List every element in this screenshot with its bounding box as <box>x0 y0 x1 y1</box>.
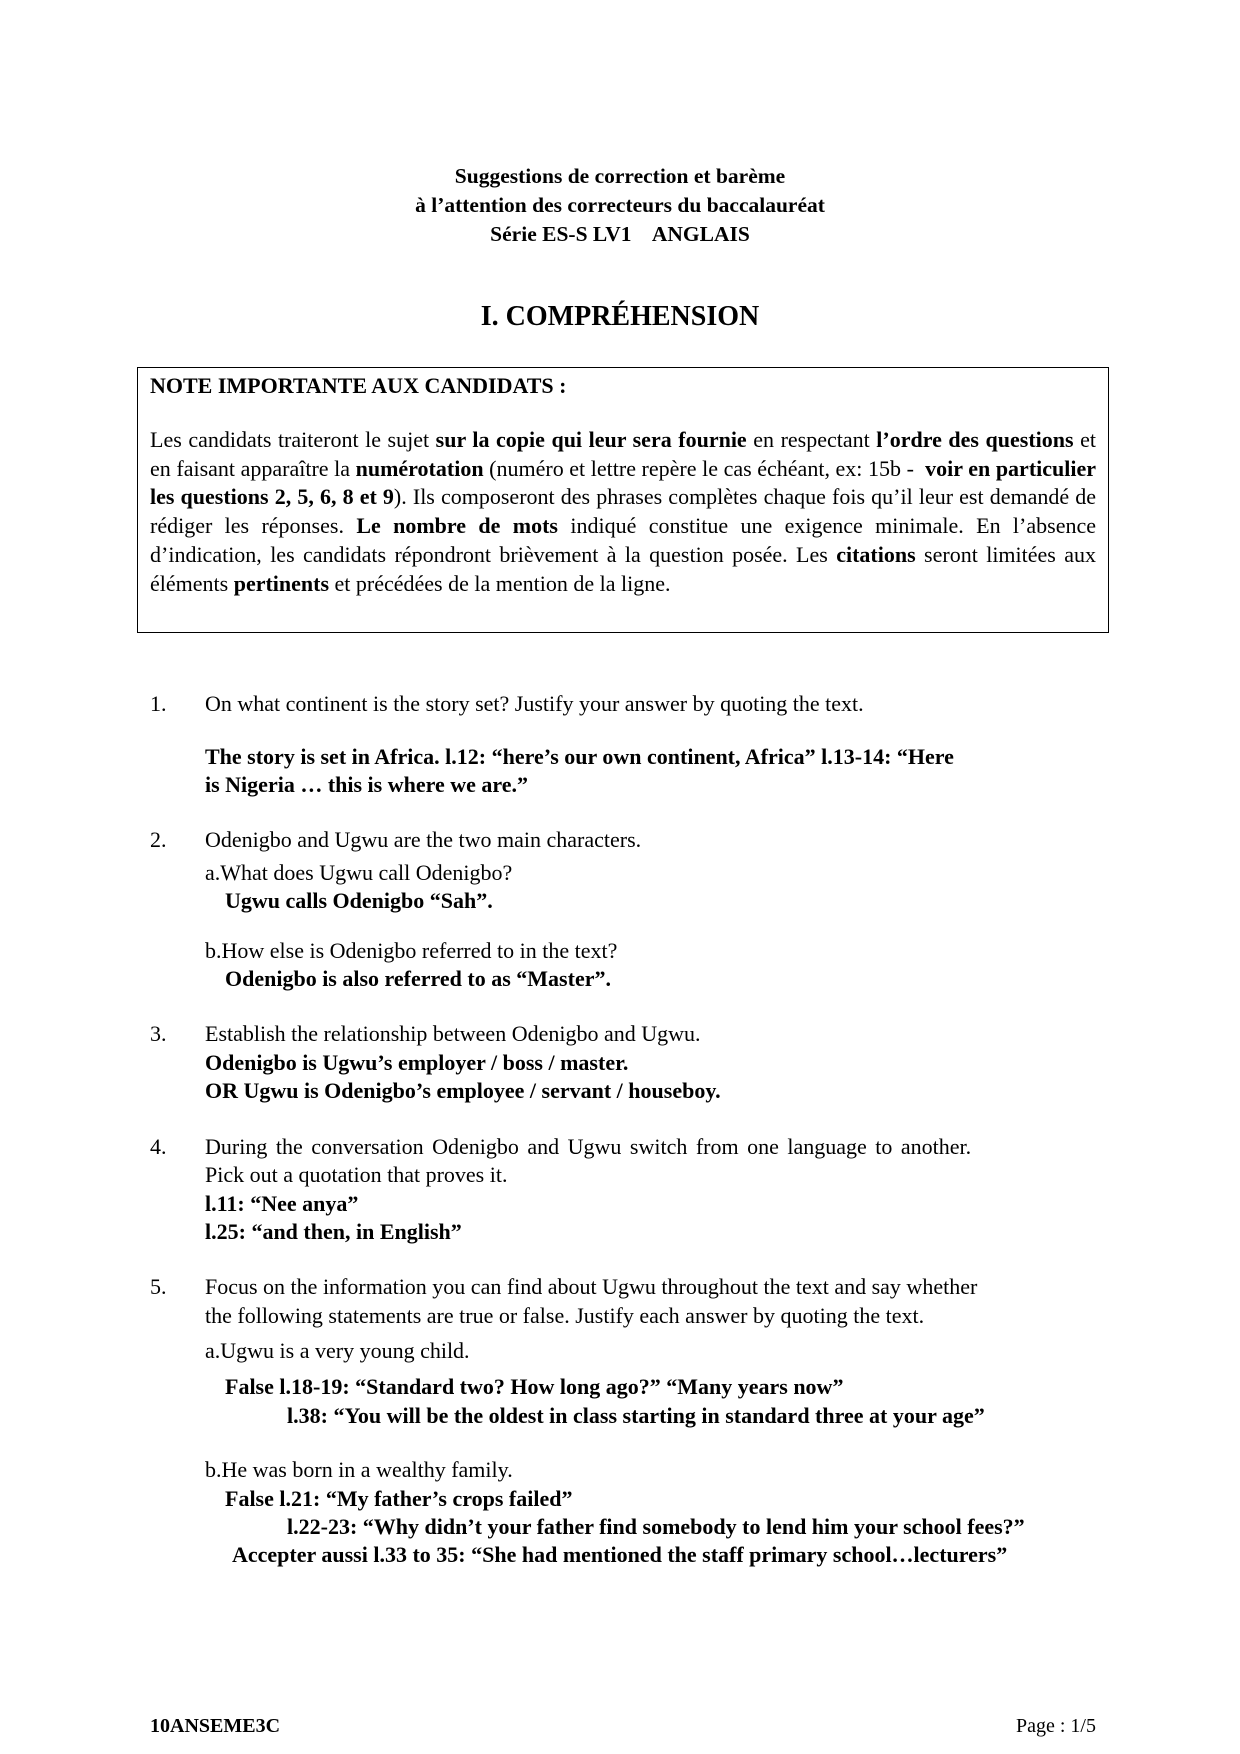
question-number: 4. <box>150 1134 167 1159</box>
answer-line: False l.18-19: “Standard two? How long ago?” “Many years now” <box>225 1374 844 1399</box>
question-text: Pick out a quotation that proves it. <box>205 1162 508 1187</box>
answer-line: l.25: “and then, in English” <box>205 1219 462 1244</box>
note-text: seront limitées aux éléments <box>150 541 1097 596</box>
question-text: During the conversation Odenigbo and Ugwu switch from one language to another. <box>205 1134 972 1159</box>
answer-line: Accepter aussi l.33 to 35: “She had mentioned the staff primary school…lecturers” <box>232 1542 1008 1567</box>
header-line-2: à l’attention des correcteurs du baccalauréat <box>415 193 825 217</box>
question-text: On what continent is the story set? Justify your answer by quoting the text. <box>205 691 864 716</box>
note-text: et précédées de la mention de la ligne. <box>329 570 671 596</box>
question-text: Establish the relationship between Odenigbo and Ugwu. <box>205 1021 701 1046</box>
sub-question: a.What does Ugwu call Odenigbo? <box>205 860 513 885</box>
sub-question: a.Ugwu is a very young child. <box>205 1338 470 1363</box>
question-number: 5. <box>150 1274 167 1299</box>
note-bold: pertinents <box>233 570 330 596</box>
note-title: NOTE IMPORTANTE AUX CANDIDATS : <box>150 373 567 398</box>
document-code: 10ANSEME3C <box>150 1715 281 1737</box>
note-bold: voir en particulier les questions 2, 5, 6, 8 et 9 <box>150 455 1097 510</box>
page-number: Page : 1/5 <box>1016 1715 1096 1737</box>
question-number: 1. <box>150 691 167 716</box>
note-bold: sur la copie qui leur sera fournie <box>435 427 747 452</box>
note-bold: numérotation <box>355 455 484 481</box>
answer-line: is Nigeria … this is where we are.” <box>205 772 529 797</box>
note-text: ). Ils composeront des phrases complètes chaque fois qu’il leur est demandé de rédiger les réponses. <box>150 484 1097 539</box>
answer-line: l.22-23: “Why didn’t your father find somebody to lend him your school fees?” <box>287 1514 1025 1539</box>
note-bold: l’ordre des questions <box>876 427 1074 452</box>
section-title: I. COMPRÉHENSION <box>480 301 760 332</box>
note-text: Les candidats traiteront le sujet <box>150 427 436 452</box>
answer-line: Odenigbo is also referred to as “Master”. <box>225 966 611 991</box>
answer-line: l.38: “You will be the oldest in class starting in standard three at your age” <box>287 1403 985 1428</box>
note-bold: citations <box>836 541 916 567</box>
sub-question: b.He was born in a wealthy family. <box>205 1457 513 1482</box>
note-paragraph <box>150 426 1096 598</box>
note-text: en respectant <box>746 427 877 452</box>
question-text: the following statements are true or false. Justify each answer by quoting the text. <box>205 1303 925 1328</box>
answer-line: OR Ugwu is Odenigbo’s employee / servant / houseboy. <box>205 1078 721 1103</box>
answer-line: Odenigbo is Ugwu’s employer / boss / master. <box>205 1050 629 1075</box>
question-number: 2. <box>150 827 167 852</box>
answer-line: l.11: “Nee anya” <box>205 1191 359 1216</box>
answer-line: Ugwu calls Odenigbo “Sah”. <box>225 888 493 913</box>
header-line-3: Série ES-S LV1 ANGLAIS <box>490 222 750 246</box>
question-text: Odenigbo and Ugwu are the two main characters. <box>205 827 642 852</box>
header-line-1: Suggestions de correction et barème <box>454 164 786 188</box>
sub-question: b.How else is Odenigbo referred to in the text? <box>205 938 618 963</box>
note-text: (numéro et lettre repère le cas échéant, ex: 15b - <box>483 455 926 481</box>
note-text: et en faisant apparaître la <box>150 427 1096 481</box>
answer-line: False l.21: “My father’s crops failed” <box>225 1486 573 1511</box>
note-box <box>137 367 1109 633</box>
answer-line: The story is set in Africa. l.12: “here’s our own continent, Africa” l.13-14: “Here <box>205 744 954 769</box>
note-text: indiqué constitue une exigence minimale. En l’absence d’indication, les candidats répondront brièvement à la question posée. Les <box>150 513 1096 567</box>
question-number: 3. <box>150 1021 167 1046</box>
note-bold: Le nombre de mots <box>356 513 558 539</box>
question-text: Focus on the information you can find about Ugwu throughout the text and say whether <box>205 1274 978 1299</box>
